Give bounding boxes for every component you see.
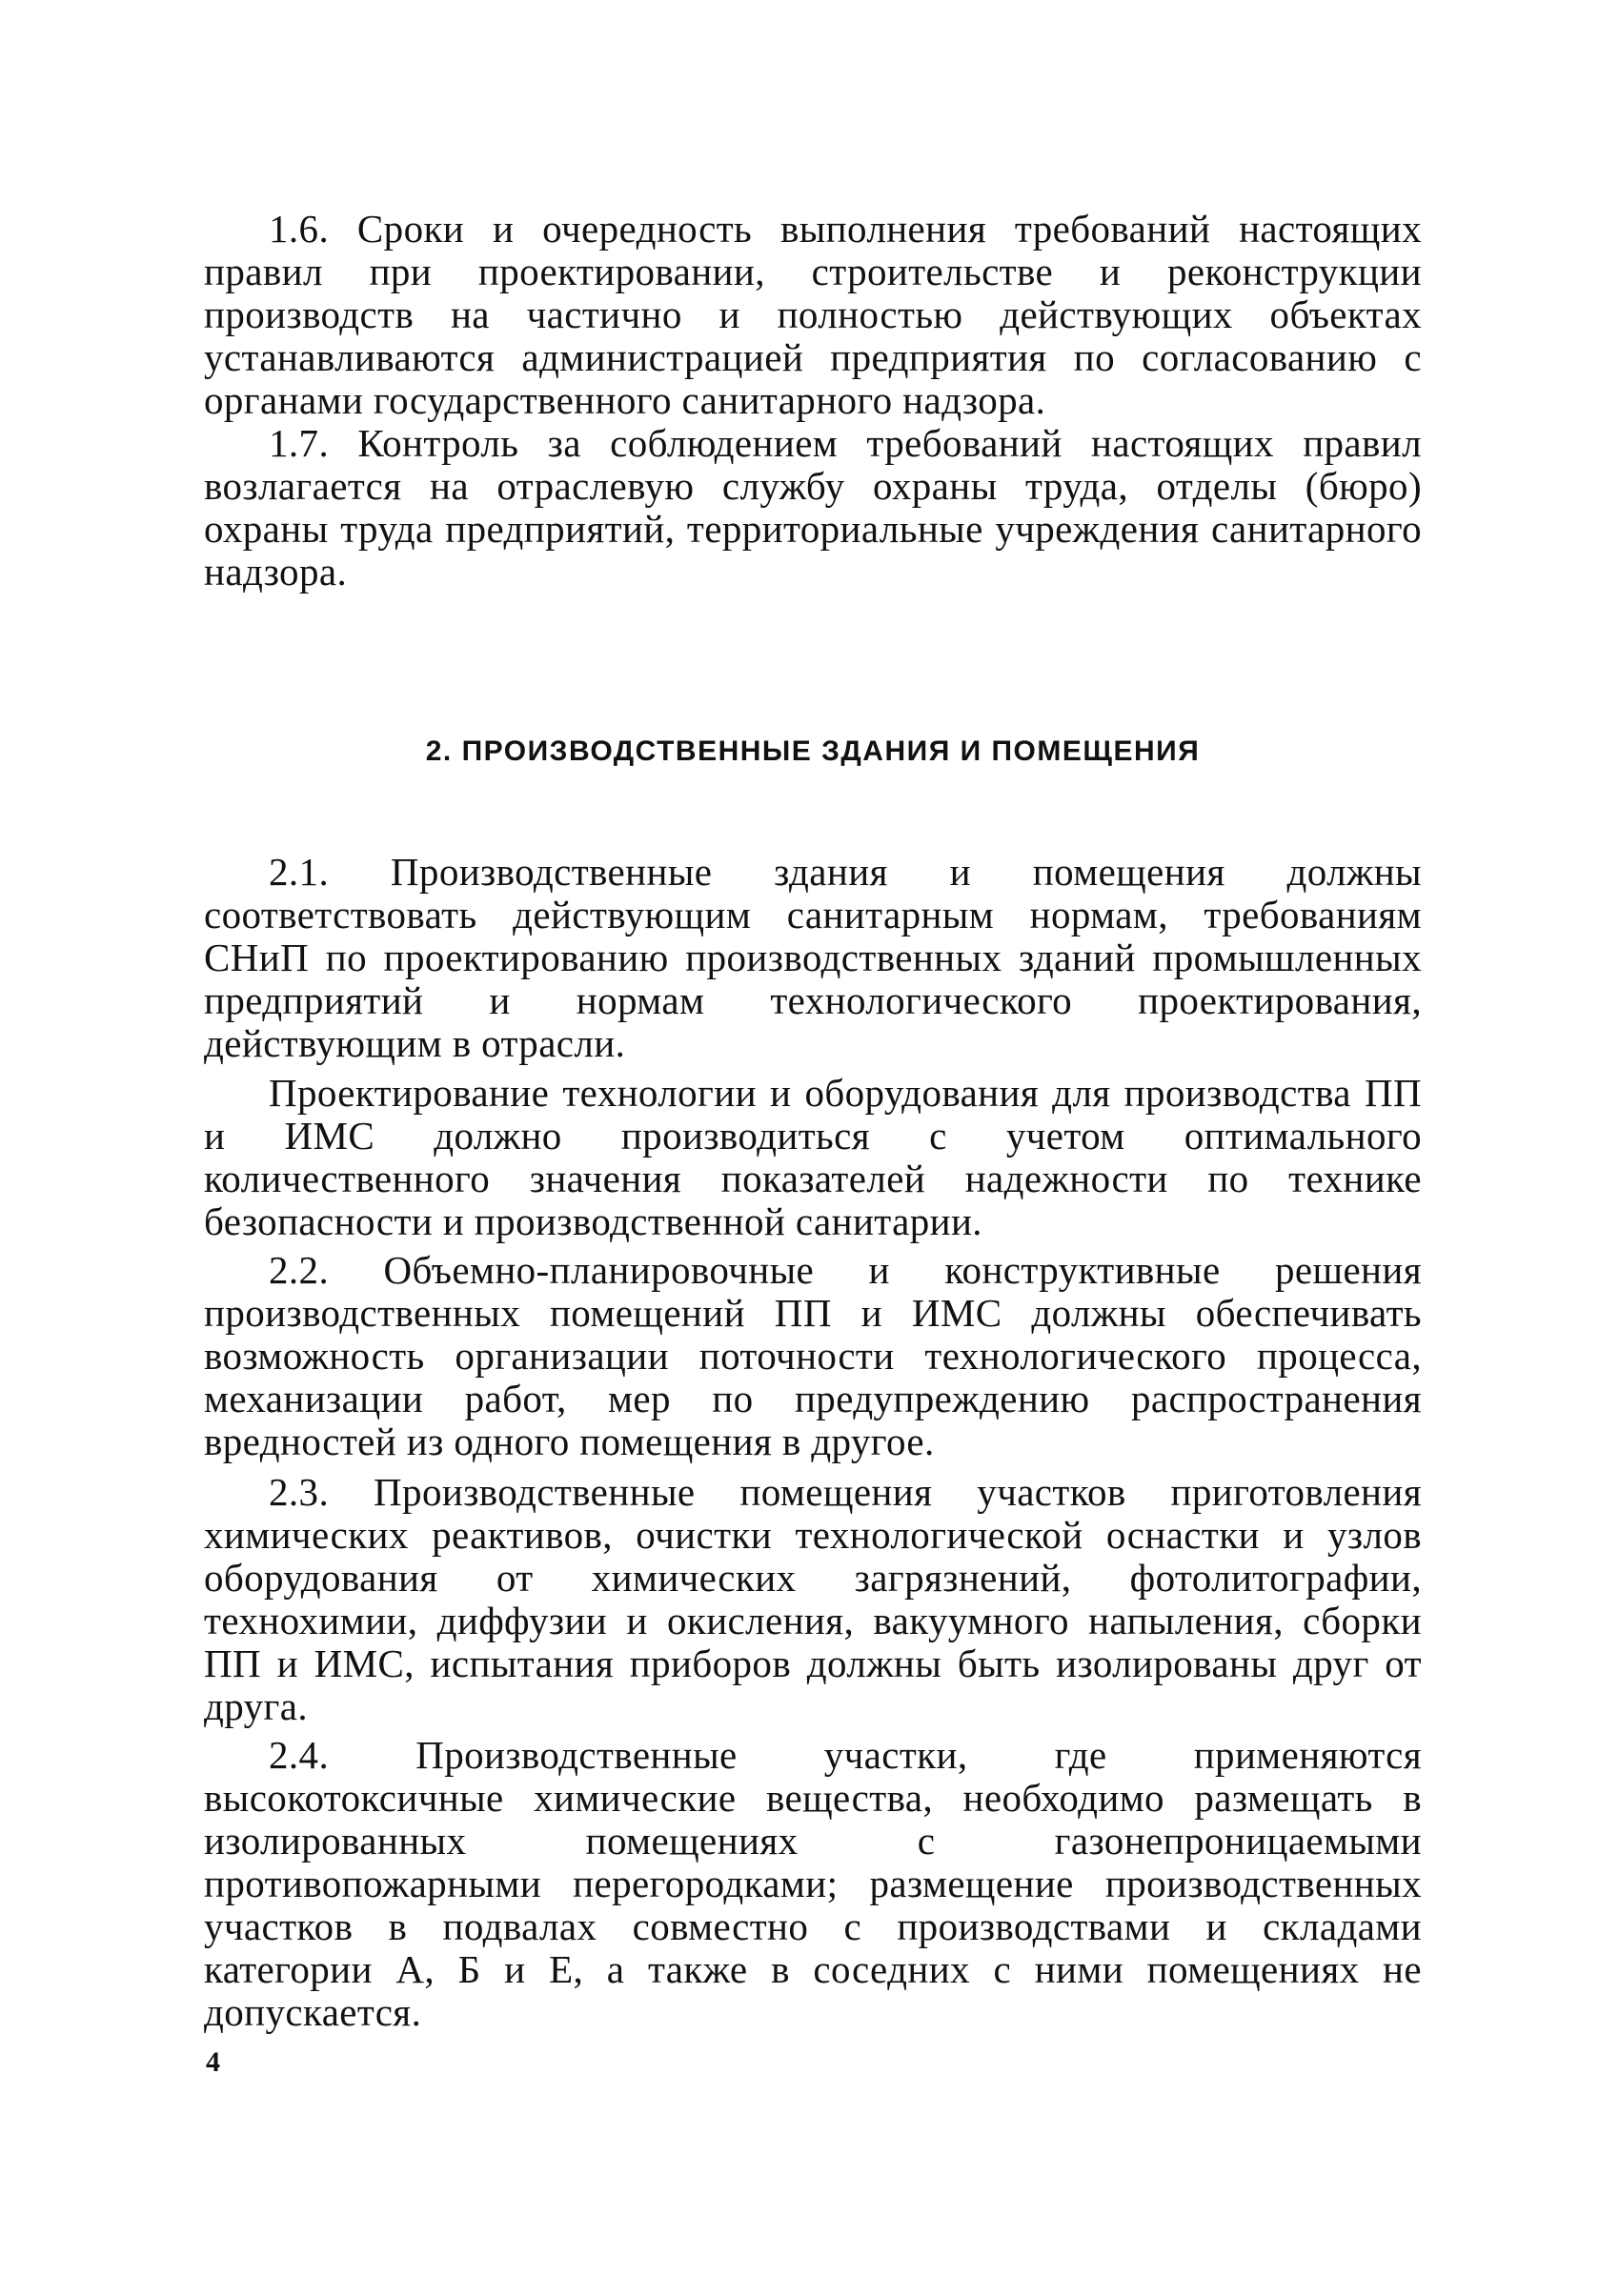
paragraph-2-2: 2.2. Объемно-планировочные и конструктивные решения производственных помещений ПП и ИМС должны обеспечивать возможность организации поточности технологического процесса, механизации работ, мер по предупреждению распространения вредностей из одного помещения в другое. [204,1248,1422,1463]
page-number: 4 [206,2046,220,2078]
paragraph-2-4: 2.4. Производственные участки, где применяются высокотоксичные химические вещества, необходимо размещать в изолированных помещениях с газонепроницаемыми противопожарными перегородками; размещение производственных участков в подвалах совместно с производствами и складами категории А, Б и Е, а также в соседних с ними помещениях не допускается. [204,1733,1422,2034]
paragraph-2-1-continuation: Проектирование технологии и оборудования для производства ПП и ИМС должно производиться с учетом оптимального количественного значения показателей надежности по технике безопасности и производственной санитарии. [204,1071,1422,1243]
paragraph-2-3: 2.3. Производственные помещения участков приготовления химических реактивов, очистки технологической оснастки и узлов оборудования от химических загрязнений, фотолитографии, технохимии, диффузии и окисления, вакуумного напыления, сборки ПП и ИМС, испытания приборов должны быть изолированы друг от друга. [204,1470,1422,1728]
paragraph-2-1: 2.1. Производственные здания и помещения должны соответствовать действующим санитарным нормам, требованиям СНиП по проектированию производственных зданий промышленных предприятий и нормам технологического проектирования, действующим в отрасли. [204,850,1422,1065]
section-heading: 2. ПРОИЗВОДСТВЕННЫЕ ЗДАНИЯ И ПОМЕЩЕНИЯ [425,735,1201,767]
paragraph-1-7: 1.7. Контроль за соблюдением требований настоящих правил возлагается на отраслевую службу охраны труда, отделы (бюро) охраны труда предприятий, территориальные учреждения санитарного надзора. [204,421,1422,594]
paragraph-1-6: 1.6. Сроки и очередность выполнения требований настоящих правил при проектировании, строительстве и реконструкции производств на частично и полностью действующих объектах устанавливаются администрацией предприятия по согласованию с органами государственного санитарного надзора. [204,207,1422,422]
